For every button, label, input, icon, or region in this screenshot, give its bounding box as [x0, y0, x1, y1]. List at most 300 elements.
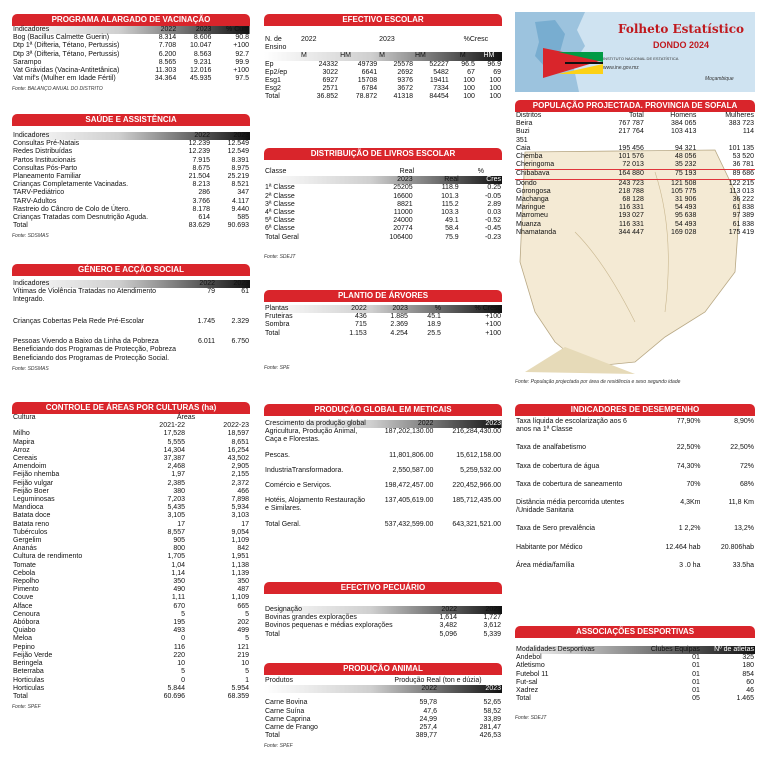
cell-value: 195: [173, 619, 185, 627]
cell-value: 185,712,435.00: [452, 497, 501, 505]
row-label: Sombra: [265, 321, 290, 329]
col-header: %Cresc: [463, 36, 489, 43]
row-label: Gorongosa: [516, 187, 551, 195]
producao-table: [264, 420, 502, 536]
row-label: Total: [265, 630, 280, 638]
cell-value: 37,387: [163, 455, 185, 463]
desportivas-title: ASSOCIAÇÕES DESPORTIVAS: [515, 626, 755, 638]
vacinacao-title: PROGRAMA ALARGADO DE VACINAÇÃO: [12, 14, 250, 26]
cell-value: 1,138: [231, 561, 249, 569]
table-row: [12, 537, 250, 545]
table-row: [264, 225, 502, 233]
cell-value: 1: [245, 676, 249, 684]
col-header: %: [434, 305, 441, 312]
cell-value: 72 013: [622, 161, 644, 169]
col-header: %: [477, 168, 484, 175]
cell-value: 466: [237, 487, 249, 495]
col-header: 2022: [194, 132, 210, 139]
row-label: Pepino: [13, 643, 35, 651]
cell-value: 01: [692, 687, 700, 695]
table-row: [12, 545, 250, 553]
cell-value: 2,468: [167, 463, 185, 471]
row-label: Marromeu: [516, 212, 548, 220]
cell-value: 41318: [393, 93, 413, 101]
cell-value: 59,78: [419, 699, 437, 707]
cell-value: 499: [237, 627, 249, 635]
cell-value: 97.5: [235, 75, 249, 83]
cell-value: 281,47: [479, 724, 501, 732]
cell-value: 99.9: [235, 58, 249, 66]
cell-value: 487: [237, 586, 249, 594]
cell-value: 12.016: [190, 67, 212, 75]
table-row: [515, 679, 755, 687]
table-row: [264, 699, 502, 707]
row-label: Mapira: [13, 438, 35, 446]
row-label: Machanga: [516, 196, 549, 204]
cell-value: 96.9: [487, 60, 501, 68]
row-label: Agricultura, Produção Animal, Caça e Florestas.: [265, 428, 358, 444]
cell-value: 5,096: [439, 630, 457, 638]
col-header: Clubes Equipas: [650, 646, 700, 653]
row-label: Partos Institucionais: [13, 156, 76, 164]
col-header: Nº de atletas: [714, 646, 754, 653]
row-label: Batata reno: [13, 520, 50, 528]
table-row: [12, 198, 250, 206]
col-header: 2023: [233, 280, 249, 287]
table-row: [12, 644, 250, 652]
col-header: 2023: [379, 36, 395, 43]
cell-value: 100: [463, 93, 475, 101]
table-row: [12, 455, 250, 463]
cell-value: 3,103: [231, 512, 249, 520]
row-label: Esg1: [265, 77, 281, 85]
col-header: % Cresc: [474, 305, 501, 312]
cell-value: 100: [463, 77, 475, 85]
col-header: M: [301, 52, 307, 60]
table-row: [12, 594, 250, 602]
row-label: Chibabava: [515, 170, 594, 179]
table-row: [12, 677, 250, 685]
cell-value: 36.852: [316, 93, 339, 101]
cell-value: 5,259,532.00: [460, 466, 501, 474]
table-row: [12, 635, 250, 643]
cell-value: 12.464 hab: [665, 543, 701, 551]
cell-value: 43,502: [227, 455, 249, 463]
cell-value: 75.9: [445, 233, 459, 241]
cell-value: 286: [198, 189, 210, 197]
table-row: [12, 562, 250, 570]
table-row: [515, 418, 755, 444]
row-label: Buzi: [516, 128, 530, 136]
table-row: [515, 562, 755, 580]
cell-value: 1,109: [231, 594, 249, 602]
row-label: Cereais: [13, 455, 38, 463]
table-row: [264, 428, 502, 451]
cell-value: 61 838: [732, 220, 754, 228]
cell-value: 8.975: [231, 164, 249, 172]
cell-value: 169 028: [671, 228, 697, 236]
source-note: Fonte: SPEF: [264, 743, 293, 750]
cell-value: [697, 137, 755, 145]
source-note: Fonte: BALANÇO ANUAL DO DISTRITO: [12, 86, 103, 93]
cell-value: 767 787: [618, 120, 644, 128]
row-label: Vat Grávidas (Vacina-Antitetânica): [13, 67, 120, 75]
table-row: [264, 234, 502, 242]
folheto-title: Folheto Estatístico: [618, 22, 744, 36]
row-label: Xadrez: [516, 687, 539, 695]
table-row: [12, 685, 250, 693]
cell-value: 36 781: [732, 161, 754, 169]
cell-value: 220,452,966.00: [452, 482, 501, 490]
cell-value: 61: [241, 288, 249, 296]
website-link[interactable]: www.ine.gov.mz: [603, 65, 639, 71]
cell-value: 1,139: [231, 569, 249, 577]
row-label: Feijão Boer: [13, 487, 49, 495]
cell-value: 103.3: [441, 209, 459, 217]
table-row: [264, 614, 502, 622]
cell-value: 0: [181, 635, 185, 643]
cell-value: 1.153: [349, 329, 367, 337]
col-header: 2023: [485, 420, 501, 427]
cell-value: 121 508: [671, 179, 697, 187]
row-label: Maringue: [516, 204, 546, 212]
col-header: Distritos: [516, 112, 542, 119]
cell-value: 800: [173, 545, 185, 553]
animal-title: PRODUÇÃO ANIMAL: [264, 663, 502, 675]
cell-value: 0: [181, 676, 185, 684]
cell-value: 195 456: [618, 144, 644, 152]
cell-value: -0.23: [485, 233, 501, 241]
desempenho-title: INDICADORES DE DESEMPENHO: [515, 404, 755, 416]
table-row: [515, 120, 755, 128]
cell-value: +100: [485, 321, 501, 329]
cell-value: 3 .0 ha: [679, 561, 701, 569]
cell-value: 01: [692, 670, 700, 678]
cell-value: 389,77: [415, 732, 437, 740]
cell-value: 12.239: [188, 148, 210, 156]
cell-value: 97 389: [732, 212, 754, 220]
cell-value: [594, 137, 645, 145]
table-row: [515, 221, 755, 229]
cell-value: 54 493: [674, 220, 697, 228]
source-note: Fonte: SPE: [264, 364, 290, 371]
cell-value: 106400: [389, 233, 413, 241]
cell-value: 9.231: [193, 58, 212, 66]
row-label: Bovinos pequenas e médias explorações: [265, 622, 393, 630]
cell-value: 842: [237, 545, 249, 553]
cell-value: 9376: [397, 77, 413, 85]
row-label: Horticulas: [13, 684, 45, 692]
cell-value: 8.675: [192, 164, 210, 172]
saude-title: SAÚDE E ASSISTÊNCIA: [12, 114, 250, 126]
table-row: [515, 671, 755, 679]
table-row: [12, 529, 250, 537]
table-row: [12, 430, 250, 438]
cell-value: 25578: [393, 60, 413, 68]
cell-value: 58,52: [483, 707, 501, 715]
cell-value: 380: [173, 487, 185, 495]
desportivas-table: [515, 646, 755, 703]
cell-value: 383 723: [728, 120, 754, 128]
cell-value: 12.549: [227, 148, 249, 156]
culturas-table: [12, 414, 250, 701]
desempenho-panel: [515, 404, 755, 580]
cell-value: 3022: [322, 68, 339, 76]
row-label: Muanza: [516, 220, 541, 228]
cell-value: 100: [489, 93, 501, 101]
table-row: [264, 497, 502, 520]
cell-value: 220: [173, 651, 185, 659]
cell-value: 905: [173, 537, 185, 545]
table-row: [12, 140, 250, 148]
cell-value: 95 638: [674, 212, 697, 220]
table-row: [264, 622, 502, 630]
cell-value: 5,555: [167, 438, 185, 446]
source-note: Fonte: SPEF: [12, 704, 41, 711]
cell-value: 7.708: [158, 42, 177, 50]
cell-value: 537,432,599.00: [384, 520, 434, 528]
mozambique-flag-graphic: [543, 48, 603, 78]
row-label: Planeamento Familiar: [13, 173, 82, 181]
cell-value: 05: [692, 695, 700, 703]
table-row: [264, 209, 502, 217]
cell-value: 5,934: [231, 504, 249, 512]
cell-value: [645, 137, 698, 145]
table-row: [12, 660, 250, 668]
cell-value: 15708: [357, 77, 378, 85]
cell-value: 1,951: [231, 553, 249, 561]
table-row: [12, 496, 250, 504]
table-row: [515, 654, 755, 662]
cell-value: 1,14: [171, 569, 185, 577]
col-header: Indicadores: [13, 280, 50, 287]
cell-value: 18.9: [427, 321, 441, 329]
table-row: [12, 206, 250, 214]
col-header: N. de Ensino: [265, 36, 287, 52]
vacinacao-panel: [12, 14, 250, 92]
institute-name: INSTITUTO NACIONAL DE ESTATÍSTICA: [603, 56, 679, 61]
cell-value: 4.254: [390, 329, 408, 337]
cell-value: -0.45: [485, 225, 501, 233]
table-row: [264, 521, 502, 536]
row-label: Amendoim: [13, 463, 47, 471]
cell-value: 74,30%: [676, 462, 701, 470]
col-header: Total: [629, 112, 644, 119]
table-row: [515, 153, 755, 161]
cell-value: 16600: [393, 192, 413, 200]
cell-value: 48 056: [674, 153, 697, 161]
cell-value: 6.011: [198, 338, 215, 346]
row-label: Total Geral.: [265, 520, 301, 528]
table-row: [12, 42, 250, 50]
table-row: [12, 51, 250, 59]
col-header: Indicadores: [13, 26, 50, 33]
row-label: Atletismo: [516, 662, 545, 670]
row-label: Pimento: [13, 586, 39, 594]
cell-value: 36 222: [732, 196, 754, 204]
source-note: Fonte: SDSMAS: [12, 365, 49, 372]
col-header: Mulheres: [725, 112, 754, 119]
pecuario-title: EFECTIVO PECUÁRIO: [264, 582, 502, 594]
row-label: Taxa de analfabetismo: [516, 444, 587, 452]
col-header: Designação: [265, 606, 302, 613]
cell-value: 49.1: [445, 217, 459, 225]
row-label: Tubérculos: [13, 528, 48, 536]
cell-value: 4.117: [232, 197, 249, 205]
cell-value: 257,4: [419, 724, 437, 732]
row-label: Meloa: [13, 635, 33, 643]
cell-value: 96.5: [461, 60, 475, 68]
row-label: Total: [13, 692, 28, 700]
col-header: 2023: [397, 176, 413, 184]
table-row: [515, 544, 755, 562]
cell-value: 31 906: [674, 196, 697, 204]
row-label: Beterraba: [13, 668, 44, 676]
cell-value: 8.314: [158, 34, 177, 42]
col-header: 2023: [485, 685, 501, 693]
cell-value: 3,612: [483, 622, 501, 630]
row-label: Quiabo: [13, 627, 36, 635]
col-header: Plantas: [265, 305, 289, 312]
cell-value: 6784: [361, 85, 378, 93]
table-row: [264, 330, 502, 338]
table-row: [12, 611, 250, 619]
cell-value: 426,53: [479, 732, 501, 740]
table-row: [12, 504, 250, 512]
cell-value: 585: [237, 214, 249, 222]
cell-value: 72%: [739, 462, 754, 470]
col-header: Real: [399, 168, 415, 175]
row-label: Futebol 11: [516, 670, 549, 678]
cell-value: 78.872: [355, 93, 378, 101]
source-note: Fonte: SDEJT: [264, 253, 296, 260]
cell-value: 79: [207, 288, 215, 296]
livros-panel: [264, 148, 502, 260]
row-label: Carne Caprina: [265, 715, 311, 723]
cell-value: 92.7: [235, 50, 249, 58]
row-label: Beringela: [13, 660, 43, 668]
cell-value: 121: [237, 643, 249, 651]
row-label: Horticulas: [13, 676, 45, 684]
cell-value: 11.303: [155, 67, 177, 75]
cell-value: 2692: [397, 68, 413, 76]
row-label: Ep2/ep: [265, 68, 288, 76]
cell-value: 25.219: [227, 173, 249, 181]
cell-value: 7,898: [231, 496, 249, 504]
cell-value: -0.05: [485, 192, 501, 200]
cell-value: 3,105: [167, 512, 185, 520]
desempenho-table: [515, 418, 755, 580]
row-label: Taxa de Sero prevalência: [516, 525, 595, 533]
table-row: [264, 77, 502, 85]
table-row: [12, 603, 250, 611]
cell-value: 89 686: [697, 170, 755, 179]
row-label: Fruteiras: [265, 313, 293, 321]
col-header: 2022: [199, 280, 215, 287]
table-row: [515, 687, 755, 695]
row-label: Total Geral: [265, 233, 299, 241]
row-label: Carne Bovina: [265, 699, 308, 707]
table-row: [264, 716, 502, 724]
cell-value: 8.213: [192, 181, 210, 189]
table-row: [12, 222, 250, 230]
table-row: [515, 463, 755, 481]
row-label: Comércio e Serviços.: [265, 482, 332, 490]
row-label: Cheringoma: [516, 161, 555, 169]
row-label: Total: [265, 732, 280, 740]
table-row: [12, 521, 250, 529]
cell-value: 1.745: [197, 318, 215, 326]
table-row: [264, 724, 502, 732]
row-label: Tomate: [13, 561, 36, 569]
row-label: Abóbora: [13, 619, 40, 627]
cell-value: 70%: [686, 480, 701, 488]
cell-value: 350: [237, 578, 249, 586]
cell-value: 1,705: [167, 553, 185, 561]
row-label: Ananás: [13, 545, 37, 553]
table-row: [12, 59, 250, 67]
row-label: Total: [265, 329, 280, 337]
producao-title: PRODUÇÃO GLOBAL EM METICAIS: [264, 404, 502, 416]
row-label: Feijão vulgar: [13, 479, 54, 487]
cell-value: 8.521: [231, 181, 249, 189]
row-label: 5ª Classe: [265, 217, 295, 225]
cell-value: 118.9: [441, 184, 459, 192]
table-row: [264, 184, 502, 192]
col-header: Modalidades Desportivas: [516, 646, 595, 653]
table-row: [12, 318, 250, 338]
col-header: 2022-23: [223, 422, 249, 430]
row-label: Bog (Bacillus Calmette Guerin): [13, 34, 110, 42]
cell-value: 6641: [361, 68, 378, 76]
row-label: Cebola: [13, 569, 36, 577]
cell-value: 8,90%: [734, 418, 754, 425]
col-header: 2022: [417, 420, 434, 427]
cell-value: 49739: [357, 60, 378, 68]
table-row: [515, 137, 755, 145]
row-label: Área média/família: [516, 561, 575, 569]
cell-value: 8.565: [158, 58, 177, 66]
table-row: [264, 732, 502, 740]
cell-value: 347: [237, 189, 249, 197]
table-row: [515, 662, 755, 670]
table-row: [12, 668, 250, 676]
cell-value: 198,472,457.00: [384, 482, 434, 490]
table-row: [515, 204, 755, 212]
cell-value: 45.935: [190, 75, 212, 83]
cell-value: 12.549: [227, 140, 249, 148]
table-row: [12, 189, 250, 197]
cell-value: 7,203: [167, 496, 185, 504]
efectivo-title: EFECTIVO ESCOLAR: [264, 14, 502, 26]
table-row: [12, 338, 250, 363]
plantio-table: [264, 305, 502, 338]
cell-value: 53 520: [732, 153, 754, 161]
cell-value: 1.465: [736, 695, 754, 703]
cell-value: 101 135: [728, 144, 754, 152]
row-label: Carne de Frango: [265, 724, 318, 732]
cell-value: 2.89: [487, 200, 501, 208]
col-header: % Cum: [226, 26, 249, 33]
cell-value: 6927: [322, 77, 339, 85]
cell-value: 614: [198, 214, 210, 222]
table-row: [12, 586, 250, 594]
col-header: Produtos: [265, 677, 294, 684]
table-row: [12, 627, 250, 635]
livros-table: [264, 168, 502, 242]
cell-value: 116 331: [619, 204, 644, 212]
row-label: Batata doce: [13, 512, 51, 520]
